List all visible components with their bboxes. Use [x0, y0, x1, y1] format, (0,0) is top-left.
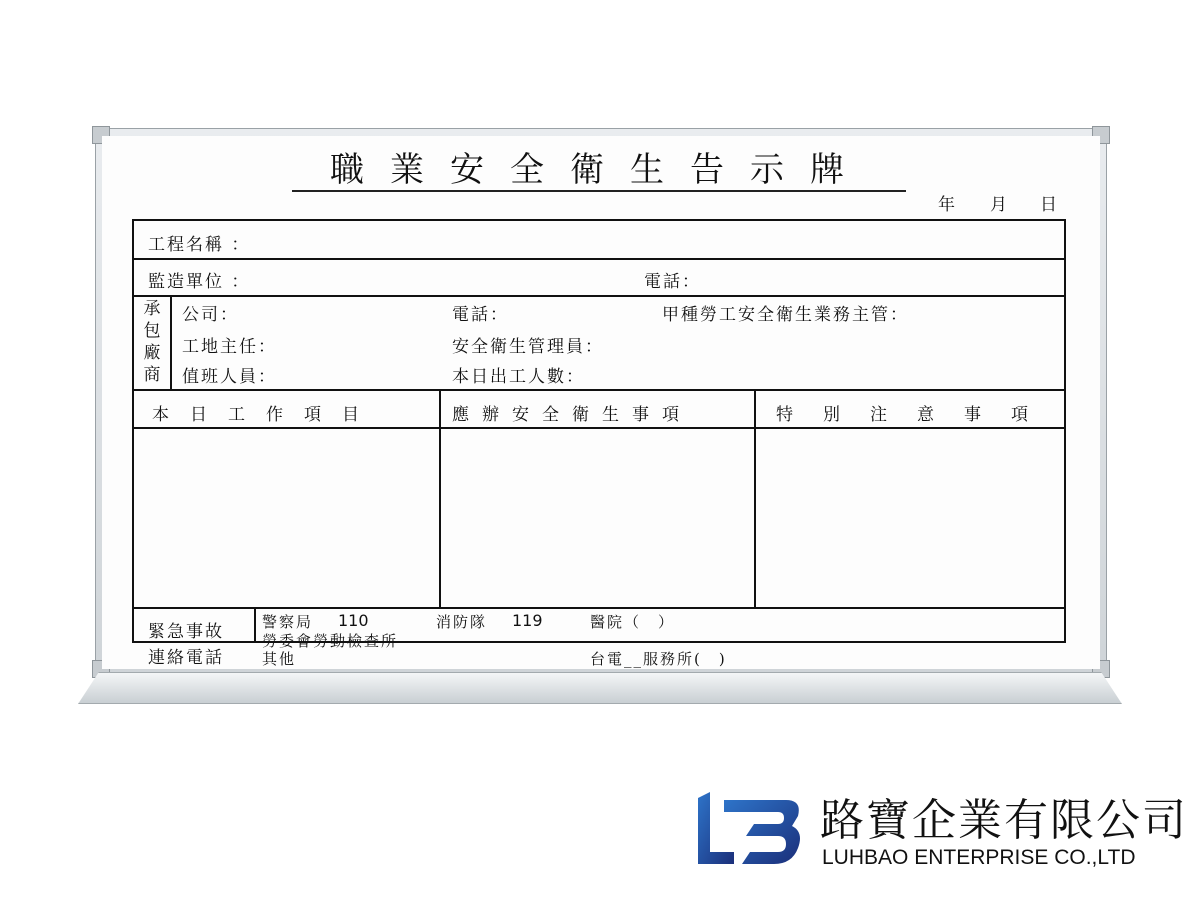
contractor-char: 承 [143, 299, 161, 319]
month-label: 月 [990, 195, 1007, 215]
company-name-chinese: 路寶企業有限公司 [820, 795, 1188, 846]
labor-inspection-label: 勞委會勞動檢查所 [262, 632, 399, 650]
column-header-special-notes: 特別注意事項 [776, 405, 1058, 425]
column-divider [439, 389, 441, 607]
project-name-label: 工程名稱 ： [148, 235, 251, 255]
board-title: 職業安全衛生告示牌 [330, 150, 870, 190]
lb-logo-icon [694, 792, 804, 868]
supervisor-label: 監造單位 ： [148, 272, 251, 292]
title-underline [292, 190, 906, 192]
safety-manager-label: 甲種勞工安全衛生業務主管： [662, 305, 909, 325]
emergency-label-line2: 連絡電話 [148, 648, 224, 668]
duty-staff-label: 值班人員： [182, 367, 277, 387]
column-header-work-items: 本日工作項目 [152, 405, 380, 425]
workers-today-label: 本日出工人數： [452, 367, 585, 387]
year-label: 年 [938, 195, 955, 215]
column-header-safety-tasks: 應辦安全衛生事項 [452, 405, 692, 425]
emergency-label-divider [254, 607, 256, 643]
notice-form-grid [132, 219, 1066, 643]
hospital-label: 醫院（ ） [590, 613, 676, 631]
emergency-label-line1: 緊急事故 [148, 622, 224, 642]
company-label: 公司： [182, 305, 239, 325]
marker-tray [78, 672, 1122, 704]
police-number: 110 [338, 611, 369, 630]
company-phone-label: 電話： [452, 305, 509, 325]
company-name-english: LUHBAO ENTERPRISE CO.,LTD [822, 846, 1136, 869]
contractor-side-label [142, 298, 162, 386]
safety-admin-label: 安全衛生管理員： [452, 337, 604, 357]
row-divider [134, 389, 1064, 391]
contractor-char: 包 [143, 321, 161, 341]
police-label: 警察局 [262, 613, 314, 631]
others-label: 其他 [262, 650, 297, 668]
column-divider [754, 389, 756, 607]
row-divider [134, 295, 1064, 297]
row-divider [134, 258, 1064, 260]
fire-number: 119 [512, 611, 543, 630]
contractor-side-divider [170, 295, 172, 389]
contractor-char: 商 [143, 365, 161, 385]
site-director-label: 工地主任： [182, 337, 277, 357]
power-office-label: 台電__服務所( ) [590, 650, 727, 668]
row-divider [134, 427, 1064, 429]
day-label: 日 [1040, 195, 1057, 215]
row-divider [134, 607, 1064, 609]
supervisor-phone-label: 電話： [644, 272, 701, 292]
fire-label: 消防隊 [436, 613, 488, 631]
contractor-char: 廠 [143, 343, 161, 363]
